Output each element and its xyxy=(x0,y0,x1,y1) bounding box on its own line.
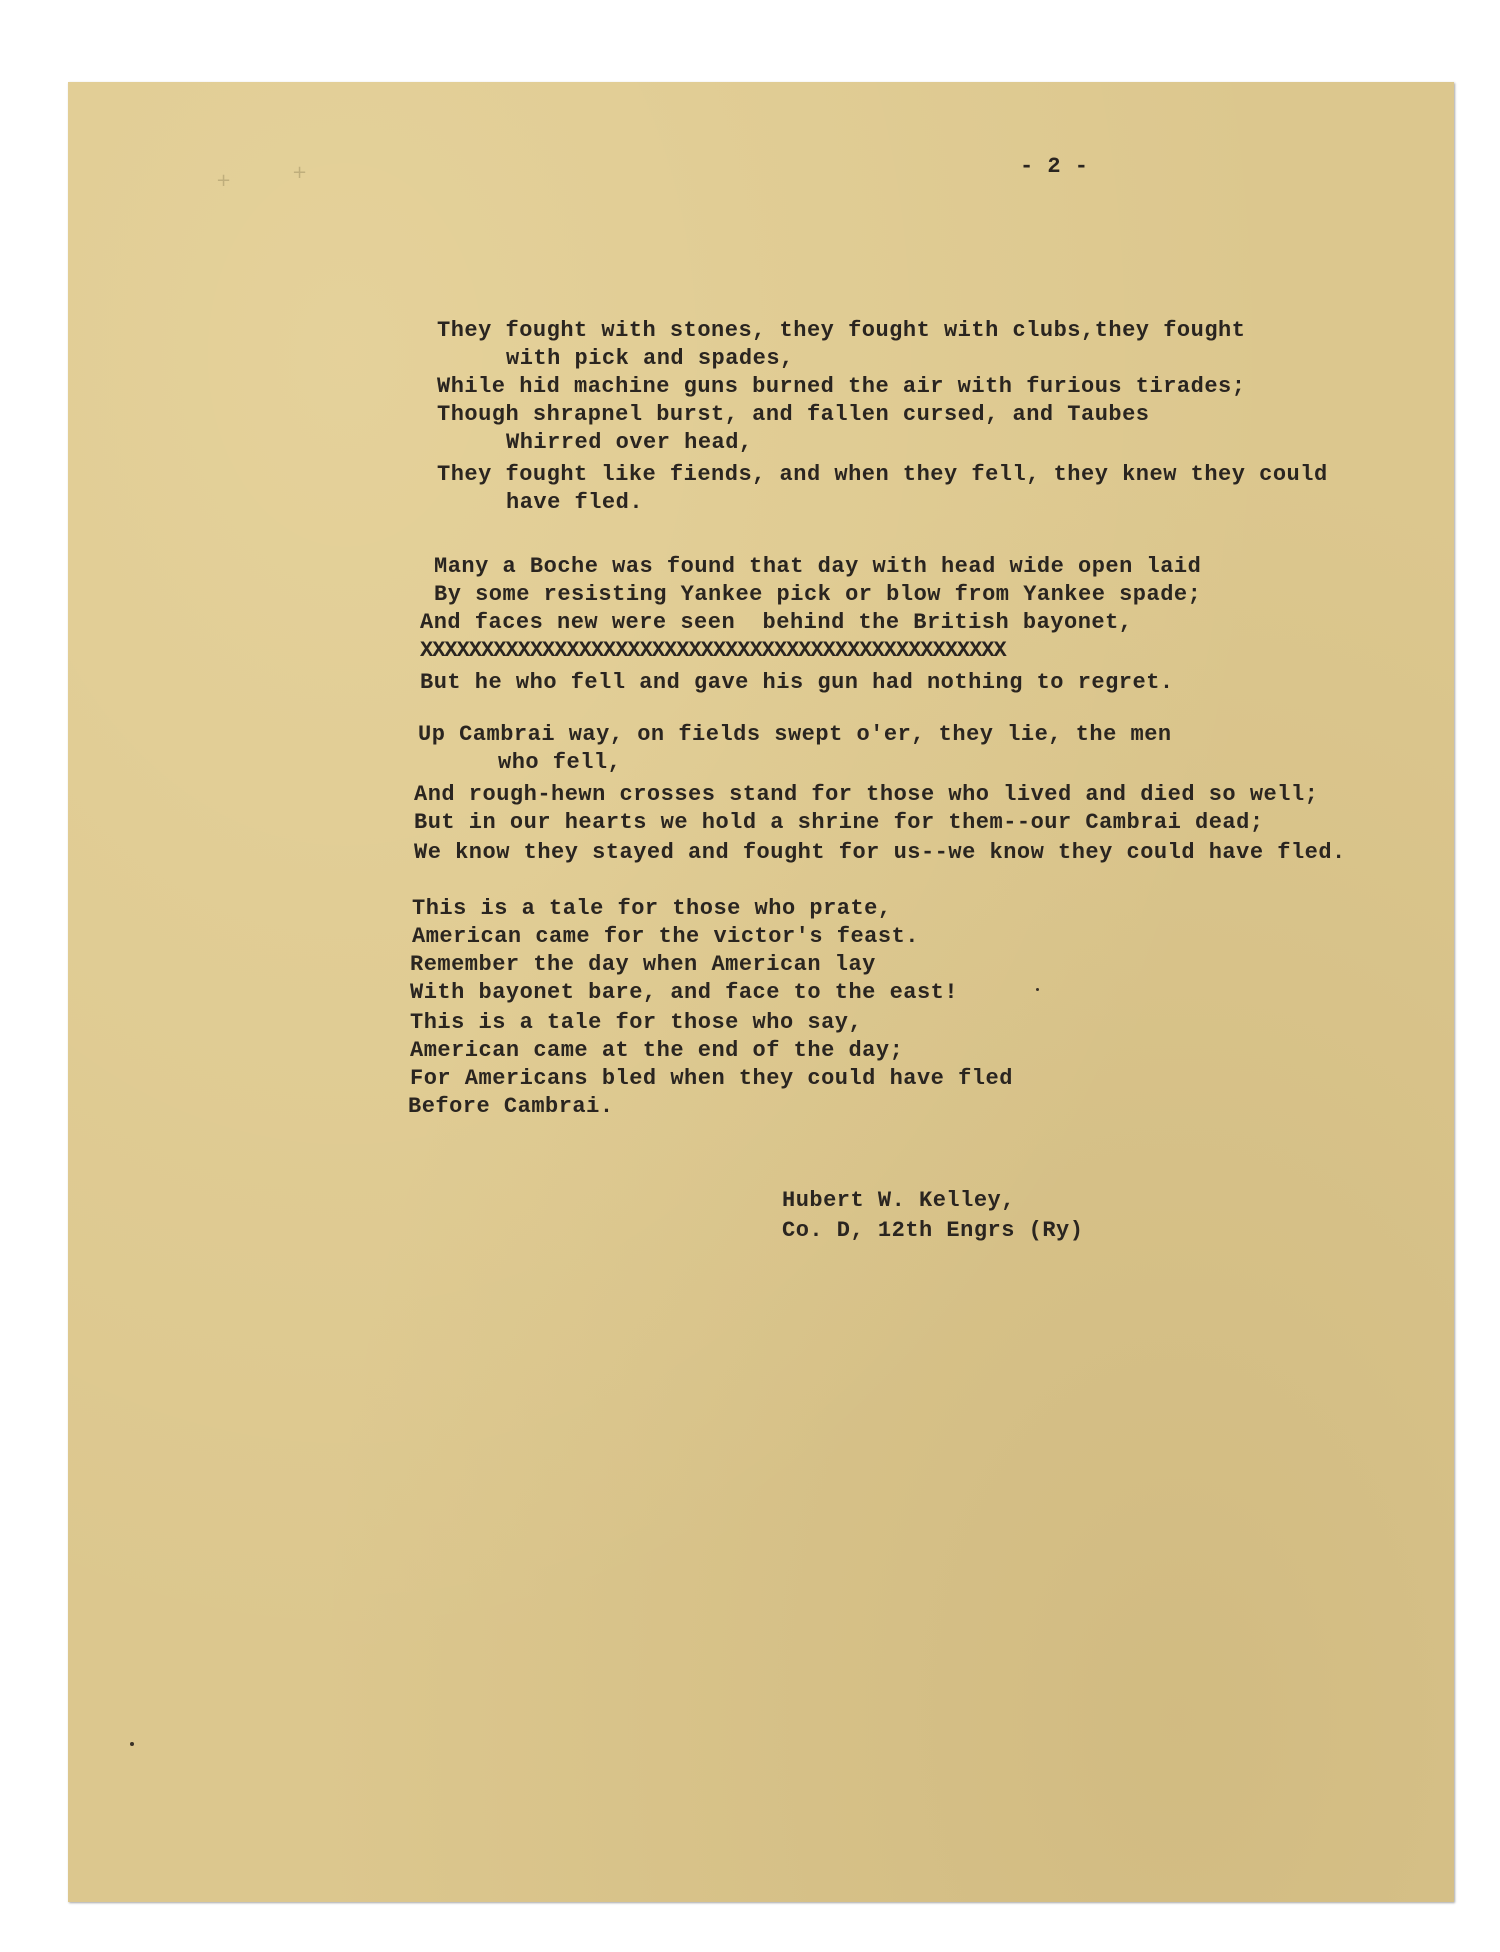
poem-line: For Americans bled when they could have fled xyxy=(410,1066,1013,1091)
ink-speck xyxy=(1036,988,1039,991)
poem-line: And rough-hewn crosses stand for those who lived and died so well; xyxy=(414,782,1319,807)
struck-out-line: XXXXXXXXXXXXXXXXXXXXXXXXXXXXXXXXXXXXXXXXXXXXXXXX xyxy=(420,638,1006,663)
poem-line: Before Cambrai. xyxy=(408,1094,614,1119)
page-number: - 2 - xyxy=(1020,154,1089,179)
poem-line: We know they stayed and fought for us--we know they could have fled. xyxy=(414,840,1346,865)
poem-line: This is a tale for those who say, xyxy=(410,1010,863,1035)
poem-line: They fought with stones, they fought with clubs,they fought xyxy=(437,318,1246,343)
poem-line: But he who fell and gave his gun had nothing to regret. xyxy=(420,670,1174,695)
poem-line: Many a Boche was found that day with head wide open laid xyxy=(434,554,1202,579)
poem-line: American came for the victor's feast. xyxy=(412,924,919,949)
signature-unit: Co. D, 12th Engrs (Ry) xyxy=(782,1218,1084,1243)
poem-line: While hid machine guns burned the air with furious tirades; xyxy=(437,374,1246,399)
poem-line: They fought like fiends, and when they fell, they knew they could xyxy=(437,462,1328,487)
poem-line: Up Cambrai way, on fields swept o'er, they lie, the men xyxy=(418,722,1172,747)
signature-name: Hubert W. Kelley, xyxy=(782,1188,1015,1213)
poem-line: with pick and spades, xyxy=(506,346,794,371)
poem-line: have fled. xyxy=(506,490,644,515)
poem-line: Whirred over head, xyxy=(506,430,753,455)
paper-crease-mark: + xyxy=(216,170,232,191)
poem-line: With bayonet bare, and face to the east! xyxy=(410,980,959,1005)
poem-line: But in our hearts we hold a shrine for them--our Cambrai dead; xyxy=(414,810,1264,835)
paper-crease-mark: + xyxy=(292,162,308,183)
poem-line: And faces new were seen behind the British bayonet, xyxy=(420,610,1133,635)
poem-line: Though shrapnel burst, and fallen cursed, and Taubes xyxy=(437,402,1150,427)
poem-line: who fell, xyxy=(498,750,622,775)
poem-line: This is a tale for those who prate, xyxy=(412,896,892,921)
poem-line: American came at the end of the day; xyxy=(410,1038,904,1063)
ink-speck xyxy=(130,1742,134,1746)
poem-line: By some resisting Yankee pick or blow from Yankee spade; xyxy=(434,582,1202,607)
poem-line: Remember the day when American lay xyxy=(410,952,876,977)
